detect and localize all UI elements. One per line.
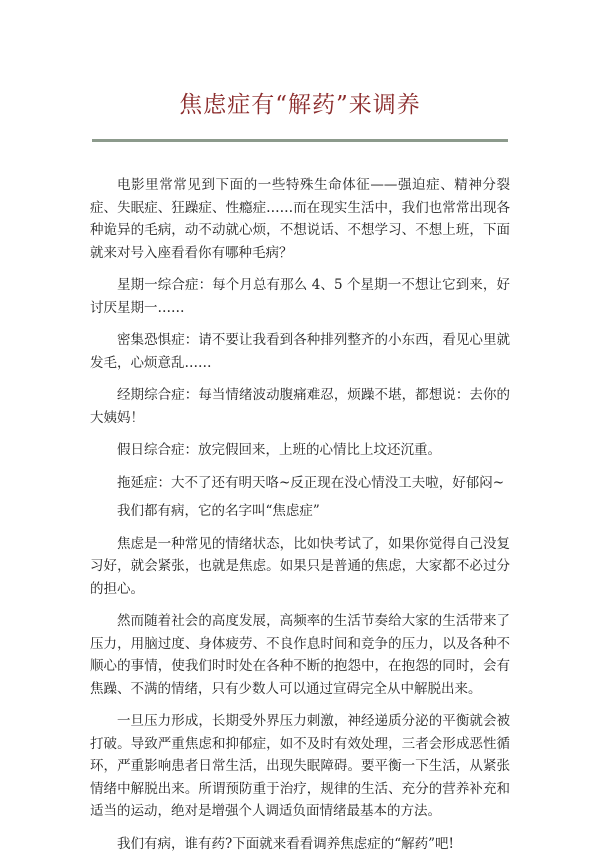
page-title: 焦虑症有“解药”来调养 [179,92,421,118]
paragraph-monday-syndrome: 星期一综合症：每个月总有那么 4、5 个星期一不想让它到来，好讨厌星期一…… [90,277,510,316]
title-divider [92,139,508,142]
paragraph-trypophobia: 密集恐惧症：请不要让我看到各种排列整齐的小东西，看见心里就发毛，心烦意乱…… [90,332,510,371]
paragraph-menstrual-syndrome: 经期综合症：每当情绪波动腹痛难忍，烦躁不堪，都想说：去你的大姨妈！ [90,387,510,426]
article-body [90,174,510,865]
paragraph-intro: 电影里常常见到下面的一些特殊生命体征——强迫症、精神分裂症、失眠症、狂躁症、性瘾症……而在现实生活中，我们也常常出现各种诡异的毛病，动不动就心烦，不想说话、不想学习、不想上班，下面就来对号入座看看你有哪种毛病？ [90,177,510,261]
paragraph-holiday-syndrome: 假日综合症：放完假回来，上班的心情比上坟还沉重。 [117,442,441,458]
paragraph-prevention: 一旦压力形成，长期受外界压力刺激，神经递质分泌的平衡就会被打破。导致严重焦虑和抑郁症，如不及时有效处理，三者会形成恶性循环，严重影响患者日常生活，出现失眠障碍。要平衡一下生活，从紧张情绪中解脱出来。所谓预防重于治疗，规律的生活、充分的营养补充和适当的运动，绝对是增强个人调适负面情绪最基本的方法。 [90,713,510,819]
paragraph-procrastination: 拖延症：大不了还有明天咯~反正现在没心情没工夫啦，好郁闷~ [117,474,505,491]
paragraph-anxiety-definition: 焦虑是一种常见的情绪状态，比如快考试了，如果你觉得自己没复习好，就会紧张，也就是焦虑。如果只是普通的焦虑，大家都不必过分的担心。 [90,535,510,597]
paragraph-social-pressure: 然而随着社会的高度发展，高频率的生活节奏给大家的生活带来了压力，用脑过度、身体疲劳、不良作息时间和竞争的压力，以及各种不顺心的事情，使我们时时处在各种不断的抱怨中，在抱怨的同时，会有焦躁、不满的情绪，只有少数人可以通过宣碍完全从中解脱出来。 [90,613,510,697]
paragraph-anxiety-name: 我们都有病，它的名字叫“焦虑症” [117,503,320,519]
paragraph-conclusion: 我们有病，谁有药?下面就来看看调养焦虑症的“解药”吧! [117,835,454,852]
